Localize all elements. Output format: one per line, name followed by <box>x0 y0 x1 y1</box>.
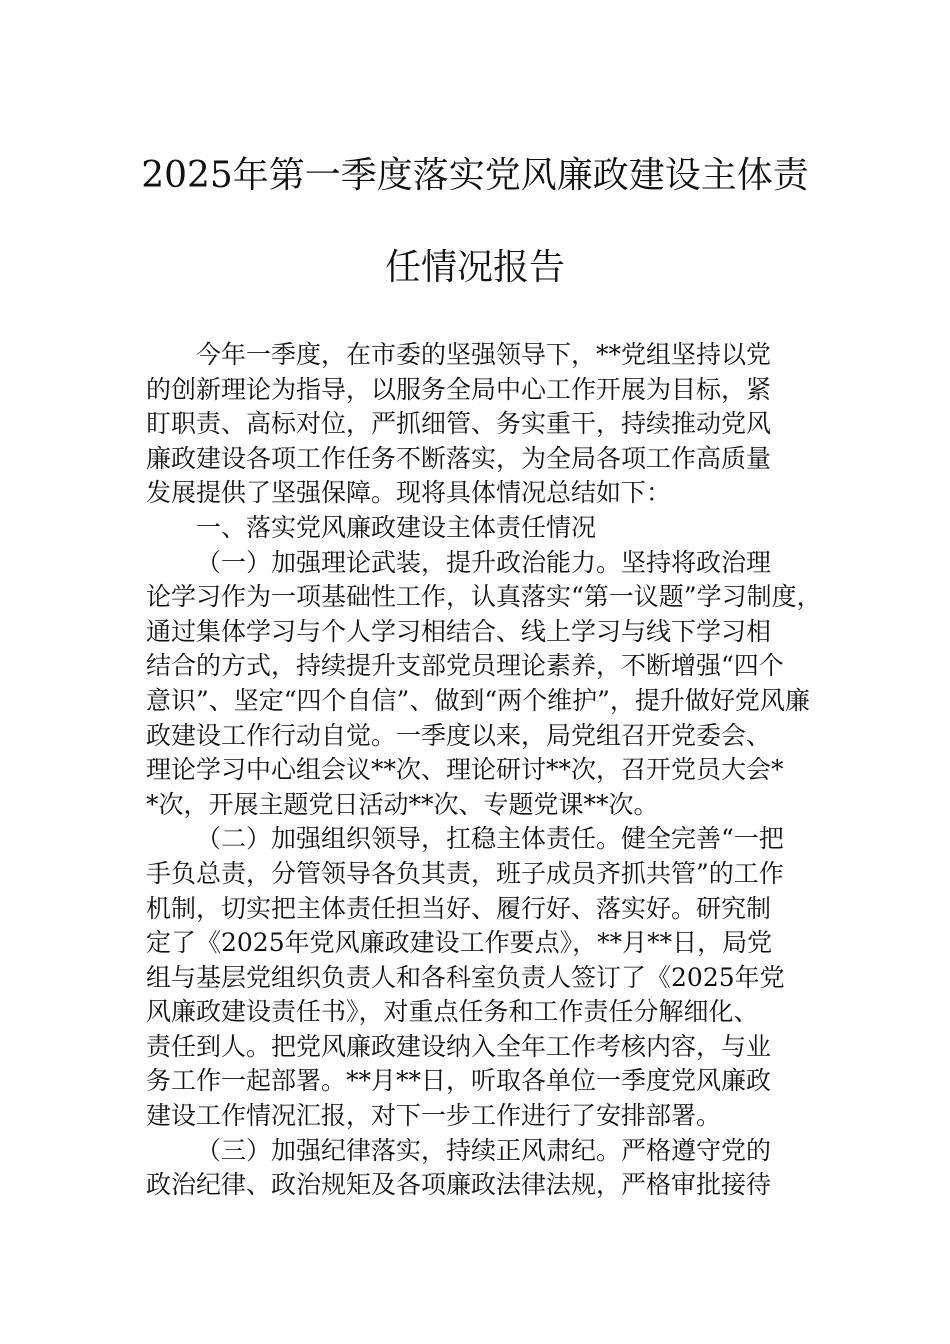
document-title-line-2: 任情况报告 <box>384 247 565 288</box>
body-line: 政治纪律、政治规矩及各项廉政法律法规，严格审批接待 <box>146 1170 772 1200</box>
body-line: 责任到人。把党风廉政建设纳入全年工作考核内容，与业 <box>146 1031 772 1061</box>
section-heading: 一、落实党风廉政建设主体责任情况 <box>196 512 597 542</box>
body-line: 手负总责，分管领导各负其责，班子成员齐抓共管”的工作 <box>146 858 784 888</box>
body-line: 意识”、坚定“四个自信”、做到“两个维护”，提升做好党风廉 <box>146 685 810 715</box>
body-line: 机制，切实把主体责任担当好、履行好、落实好。研究制 <box>146 893 772 923</box>
body-line: 理论学习中心组会议**次、理论研讨**次，召开党员大会* <box>146 755 784 785</box>
body-line: 定了《2025年党风廉政建设工作要点》，**月**日，局党 <box>146 928 773 958</box>
body-line: 组与基层党组织负责人和各科室负责人签订了《2025年党 <box>146 962 785 992</box>
body-line: 通过集体学习与个人学习相结合、线上学习与线下学习相 <box>146 616 772 646</box>
body-line: 政建设工作行动自觉。一季度以来，局党组召开党委会、 <box>146 720 772 750</box>
document-title-line-1: 2025年第一季度落实党风廉政建设主体责 <box>141 155 809 196</box>
document-body <box>146 338 822 1203</box>
body-line: 务工作一起部署。**月**日，听取各单位一季度党风廉政 <box>146 1066 772 1096</box>
body-line: 风廉政建设责任书》，对重点任务和工作责任分解细化、 <box>146 997 759 1027</box>
body-line: 今年一季度，在市委的坚强领导下，**党组坚持以党 <box>196 340 772 369</box>
body-line: *次，开展主题党日活动**次、专题党课**次。 <box>146 789 659 819</box>
body-line: 结合的方式，持续提升支部党员理论素养，不断增强“四个 <box>146 651 784 681</box>
body-line: 廉政建设各项工作任务不断落实，为全局各项工作高质量 <box>146 443 772 473</box>
body-line: （二）加强组织领导，扛稳主体责任。健全完善“一把 <box>196 824 784 854</box>
body-line: 建设工作情况汇报，对下一步工作进行了安排部署。 <box>146 1101 722 1131</box>
body-line: （一）加强理论武装，提升政治能力。坚持将政治理 <box>196 547 772 577</box>
body-line: 的创新理论为指导，以服务全局中心工作开展为目标，紧 <box>146 374 772 404</box>
body-line: 盯职责、高标对位，严抓细管、务实重干，持续推动党风 <box>146 409 772 439</box>
body-line: 发展提供了坚强保障。现将具体情况总结如下： <box>146 478 672 508</box>
body-line: （三）加强纪律落实，持续正风肃纪。严格遵守党的 <box>196 1135 772 1165</box>
body-line: 论学习作为一项基础性工作，认真落实“第一议题”学习制度， <box>146 582 822 612</box>
